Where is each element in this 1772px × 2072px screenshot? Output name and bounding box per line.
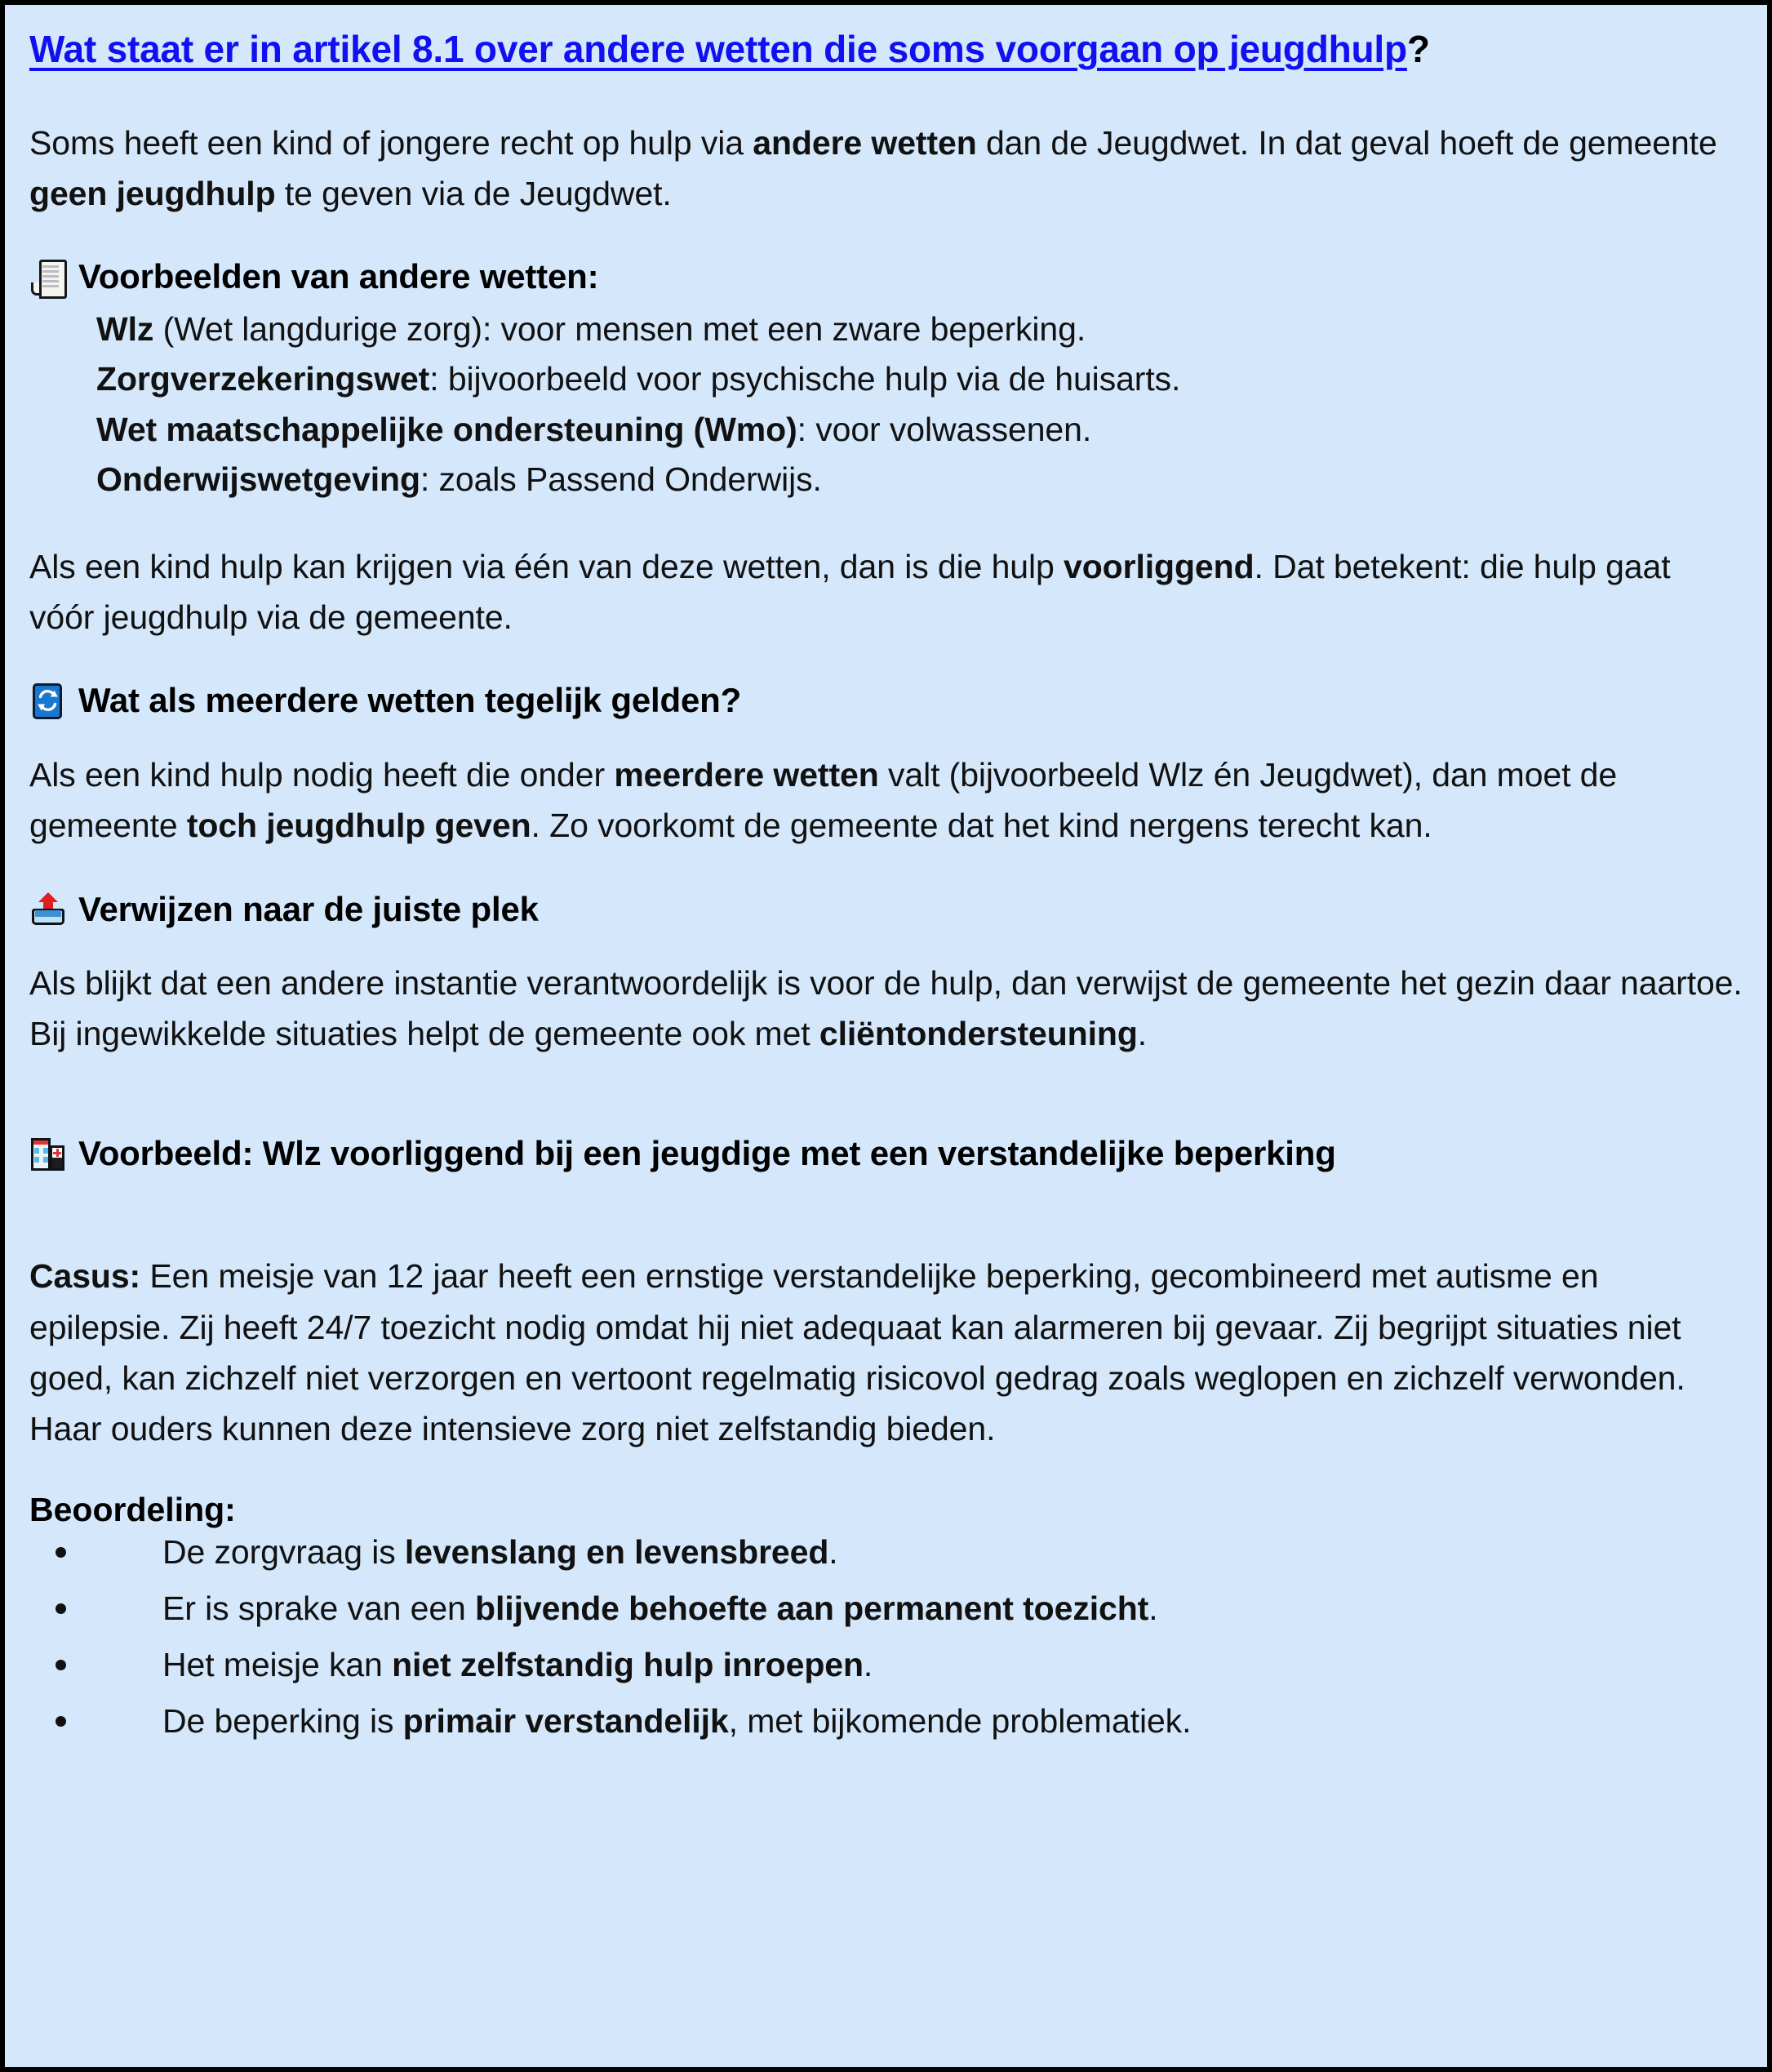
multiple-laws-text-3: . Zo voorkomt de gemeente dat het kind nergens terecht kan. (531, 807, 1432, 845)
list-item-desc: : bijvoorbeeld voor psychische hulp via de huisarts. (429, 360, 1181, 398)
casus-text: Een meisje van 12 jaar heeft een ernstige verstandelijke beperking, gecombineerd met autisme en epilepsie. Zij heeft 24/7 toezicht nodig omdat hij niet adequaat kan alarmeren bij gevaar. Zij begrijpt situaties niet goed, kan zichzelf niet verzorgen en vertoont regelmatig risicovol gedrag zoals weglopen en zichzelf verwonden. Haar ouders kunnen deze intensieve zorg niet zelfstandig bieden. (29, 1257, 1685, 1448)
multiple-laws-text-1: Als een kind hulp nodig heeft die onder (29, 755, 615, 794)
intro-bold-2: geen jeugdhulp (29, 174, 276, 212)
outbox-tray-icon (29, 891, 67, 928)
referral-text-1: Als blijkt dat een andere instantie verantwoordelijk is voor de hulp, dan verwijst de gemeente het gezin daar naartoe. Bij ingewikkelde situaties helpt de gemeente ook met (29, 964, 1743, 1053)
bullet-text-bold: primair verstandelijk (402, 1701, 729, 1740)
multiple-laws-bold-1: meerdere wetten (614, 755, 879, 794)
bullet-text-bold: niet zelfstandig hulp inroepen (392, 1645, 864, 1683)
section-heading-examples-label: Voorbeelden van andere wetten: (78, 257, 599, 296)
list-item-desc: : zoals Passend Onderwijs. (420, 460, 822, 499)
examples-list (29, 305, 1743, 505)
title-suffix: ? (1406, 28, 1430, 70)
list-item (29, 1701, 1743, 1740)
casus-paragraph (29, 1251, 1743, 1454)
assessment-label: Beoordeling: (29, 1490, 236, 1528)
list-item-desc: : voor volwassenen. (797, 410, 1092, 448)
list-item (29, 354, 1743, 405)
bullet-text-pre: De beperking is (162, 1701, 403, 1740)
receipt-icon (29, 258, 67, 296)
list-item (29, 1645, 1743, 1683)
assessment-bullets (29, 1532, 1743, 1740)
list-item (29, 455, 1743, 505)
bullet-text-pre: Er is sprake van een (162, 1589, 476, 1627)
list-item-term: Wlz (96, 309, 154, 348)
bullet-text-post: . (1148, 1589, 1158, 1627)
voorliggend-text-1: Als een kind hulp kan krijgen via één van deze wetten, dan is die hulp (29, 547, 1064, 585)
section-heading-multiple-laws (29, 678, 1743, 723)
hospital-icon (29, 1135, 67, 1172)
section-heading-example-case (29, 1132, 1743, 1176)
referral-bold-1: cliëntondersteuning (819, 1015, 1138, 1053)
multiple-laws-bold-2: toch jeugdhulp geven (186, 807, 531, 845)
voorliggend-paragraph (29, 541, 1743, 643)
bullet-text-bold: blijvende behoefte aan permanent toezicht (475, 1589, 1149, 1627)
intro-bold-1: andere wetten (753, 123, 977, 162)
bullet-dot-icon (56, 1716, 66, 1727)
list-item (29, 405, 1743, 456)
page-title (29, 26, 1743, 73)
bullet-text-post: . (828, 1532, 838, 1571)
bullet-text-post: , met bijkomende problematiek. (728, 1701, 1192, 1740)
bullet-text-pre: Het meisje kan (162, 1645, 393, 1683)
list-item-term: Onderwijswetgeving (96, 460, 420, 499)
bullet-text-post: . (863, 1645, 873, 1683)
section-heading-examples (29, 255, 1743, 300)
referral-paragraph (29, 958, 1743, 1060)
bullet-text-pre: De zorgvraag is (162, 1532, 405, 1571)
intro-text-1: Soms heeft een kind of jongere recht op hulp via (29, 123, 753, 162)
casus-label: Casus: (29, 1257, 141, 1296)
bullet-dot-icon (56, 1603, 66, 1614)
multiple-laws-text-2: valt (bijvoorbeeld Wlz én Jeugdwet), dan moet de gemeente (29, 755, 1618, 845)
referral-text-2: . (1137, 1015, 1148, 1053)
list-item-term: Zorgverzekeringswet (96, 360, 430, 398)
intro-text-2: dan de Jeugdwet. In dat geval hoeft de gemeente (976, 123, 1717, 162)
voorliggend-bold-1: voorliggend (1064, 547, 1255, 585)
list-item (29, 305, 1743, 355)
bullet-dot-icon (56, 1547, 66, 1558)
intro-paragraph (29, 118, 1743, 220)
intro-text-3: te geven via de Jeugdwet. (275, 174, 672, 212)
bullet-text-bold: levenslang en levensbreed (404, 1532, 829, 1571)
section-heading-referral-label: Verwijzen naar de juiste plek (78, 889, 539, 928)
list-item-desc: (Wet langdurige zorg): voor mensen met een zware beperking. (153, 309, 1086, 348)
list-item (29, 1589, 1743, 1627)
title-link[interactable]: Wat staat er in artikel 8.1 over andere wetten die soms voorgaan op jeugdhulp (29, 28, 1407, 70)
section-heading-multiple-laws-label: Wat als meerdere wetten tegelijk gelden? (78, 681, 742, 720)
list-item-term: Wet maatschappelijke ondersteuning (Wmo) (96, 410, 797, 448)
section-heading-example-case-label: Voorbeeld: Wlz voorliggend bij een jeugdige met een verstandelijke beperking (78, 1133, 1336, 1172)
bullet-dot-icon (56, 1660, 66, 1670)
section-heading-referral (29, 887, 1743, 932)
counterclockwise-arrows-icon (29, 683, 67, 720)
voorliggend-text-2: . Dat betekent: die hulp gaat vóór jeugdhulp via de gemeente. (29, 547, 1671, 637)
list-item (29, 1532, 1743, 1571)
multiple-laws-paragraph (29, 749, 1743, 851)
